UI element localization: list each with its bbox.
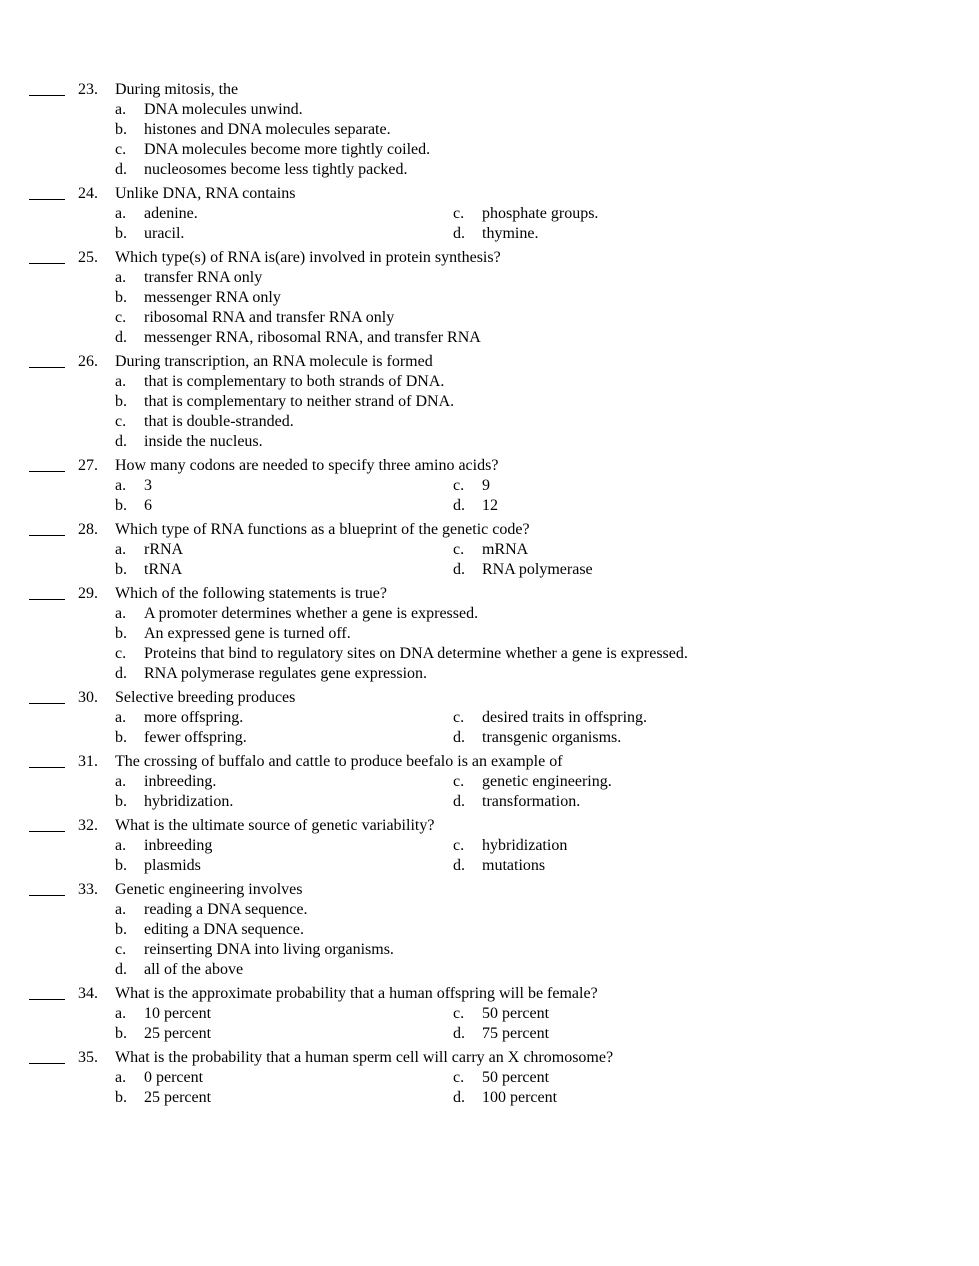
- question-line: [0, 248, 979, 268]
- option-letter: d.: [115, 161, 127, 178]
- option-letter: d.: [453, 225, 465, 242]
- option-row: [0, 100, 979, 120]
- option-text: DNA molecules become more tightly coiled.: [144, 141, 431, 158]
- option-text: fewer offspring.: [144, 729, 247, 746]
- option-letter: d.: [453, 857, 465, 874]
- option-text: A promoter determines whether a gene is expressed.: [144, 605, 479, 622]
- option-text: nucleosomes become less tightly packed.: [144, 161, 408, 178]
- answer-option: [0, 940, 979, 960]
- question-number: 34.: [78, 985, 98, 1002]
- question-stem: During transcription, an RNA molecule is formed: [115, 353, 433, 370]
- option-letter: b.: [115, 857, 127, 874]
- answer-option: [0, 624, 979, 644]
- answer-option: [0, 328, 979, 348]
- option-row: [0, 308, 979, 328]
- option-row: [0, 940, 979, 960]
- option-row: [0, 900, 979, 920]
- question-item: [0, 1048, 979, 1108]
- question-line: [0, 520, 979, 540]
- option-letter: c.: [115, 941, 127, 958]
- option-letter: d.: [115, 433, 127, 450]
- question-line: [0, 688, 979, 708]
- option-row: [0, 392, 979, 412]
- option-row: [0, 328, 979, 348]
- question-item: [0, 520, 979, 580]
- option-text: 25 percent: [144, 1025, 212, 1042]
- question-number: 25.: [78, 249, 98, 266]
- option-text: mRNA: [482, 541, 529, 558]
- question-item: [0, 984, 979, 1044]
- option-row: [0, 792, 979, 812]
- option-letter: d.: [453, 1025, 465, 1042]
- option-letter: b.: [115, 921, 127, 938]
- answer-blank[interactable]: [29, 185, 65, 200]
- option-letter: c.: [453, 773, 465, 790]
- option-text: 25 percent: [144, 1089, 212, 1106]
- option-row: [0, 204, 979, 224]
- question-line: [0, 352, 979, 372]
- option-text: 12: [482, 497, 498, 514]
- answer-option: [0, 540, 979, 560]
- answer-option: [0, 496, 979, 516]
- answer-blank[interactable]: [29, 457, 65, 472]
- question-number: 31.: [78, 753, 98, 770]
- option-row: [0, 644, 979, 664]
- question-number: 23.: [78, 81, 98, 98]
- option-letter: a.: [115, 477, 127, 494]
- option-text: hybridization.: [144, 793, 234, 810]
- option-text: RNA polymerase: [482, 561, 593, 578]
- question-number: 35.: [78, 1049, 98, 1066]
- option-row: [0, 540, 979, 560]
- answer-option: [0, 100, 979, 120]
- question-number: 32.: [78, 817, 98, 834]
- option-row: [0, 772, 979, 792]
- option-text: uracil.: [144, 225, 185, 242]
- option-row: [0, 836, 979, 856]
- question-stem: Which of the following statements is true?: [115, 585, 387, 602]
- option-row: [0, 708, 979, 728]
- question-line: [0, 984, 979, 1004]
- answer-option: [0, 1024, 979, 1044]
- question-number: 29.: [78, 585, 98, 602]
- option-row: [0, 476, 979, 496]
- option-letter: d.: [115, 329, 127, 346]
- option-row: [0, 560, 979, 580]
- option-letter: a.: [115, 901, 127, 918]
- answer-blank[interactable]: [29, 521, 65, 536]
- answer-option: [0, 920, 979, 940]
- question-line: [0, 184, 979, 204]
- question-line: [0, 456, 979, 476]
- option-row: [0, 604, 979, 624]
- option-letter: a.: [115, 605, 127, 622]
- question-stem: What is the probability that a human sperm cell will carry an X chromosome?: [115, 1049, 614, 1066]
- option-text: thymine.: [482, 225, 539, 242]
- question-line: [0, 1048, 979, 1068]
- option-text: tRNA: [144, 561, 183, 578]
- option-text: hybridization: [482, 837, 568, 854]
- option-letter: d.: [453, 561, 465, 578]
- option-row: [0, 1024, 979, 1044]
- answer-option: [0, 1004, 979, 1024]
- option-text: that is double-stranded.: [144, 413, 294, 430]
- question-line: [0, 80, 979, 100]
- answer-option: [0, 432, 979, 452]
- question-number: 28.: [78, 521, 98, 538]
- option-text: messenger RNA, ribosomal RNA, and transfer RNA: [144, 329, 481, 346]
- option-row: [0, 1088, 979, 1108]
- answer-blank[interactable]: [29, 817, 65, 832]
- question-stem: What is the ultimate source of genetic variability?: [115, 817, 435, 834]
- question-line: [0, 752, 979, 772]
- option-text: transfer RNA only: [144, 269, 263, 286]
- option-row: [0, 728, 979, 748]
- answer-option: [0, 900, 979, 920]
- option-row: [0, 120, 979, 140]
- option-text: adenine.: [144, 205, 198, 222]
- option-letter: a.: [115, 205, 127, 222]
- answer-option: [0, 560, 979, 580]
- option-text: inside the nucleus.: [144, 433, 263, 450]
- answer-option: [0, 644, 979, 664]
- question-item: [0, 80, 979, 180]
- option-letter: a.: [115, 101, 127, 118]
- option-text: 6: [144, 497, 152, 514]
- question-stem: What is the approximate probability that a human offspring will be female?: [115, 985, 598, 1002]
- option-letter: d.: [453, 1089, 465, 1106]
- option-letter: c.: [115, 141, 127, 158]
- option-letter: c.: [115, 413, 127, 430]
- question-stem: Unlike DNA, RNA contains: [115, 185, 296, 202]
- option-text: genetic engineering.: [482, 773, 612, 790]
- option-letter: b.: [115, 729, 127, 746]
- answer-option: [0, 140, 979, 160]
- answer-option: [0, 856, 979, 876]
- option-text: ribosomal RNA and transfer RNA only: [144, 309, 395, 326]
- option-letter: a.: [115, 269, 127, 286]
- option-letter: c.: [453, 1005, 465, 1022]
- question-stem: Which type of RNA functions as a blueprint of the genetic code?: [115, 521, 530, 538]
- option-letter: b.: [115, 393, 127, 410]
- option-letter: b.: [115, 121, 127, 138]
- option-row: [0, 856, 979, 876]
- answer-option: [0, 476, 979, 496]
- answer-blank[interactable]: [29, 881, 65, 896]
- option-text: 10 percent: [144, 1005, 212, 1022]
- answer-option: [0, 960, 979, 980]
- question-number: 30.: [78, 689, 98, 706]
- answer-option: [0, 160, 979, 180]
- option-text: histones and DNA molecules separate.: [144, 121, 391, 138]
- option-letter: b.: [115, 561, 127, 578]
- question-stem: The crossing of buffalo and cattle to produce beefalo is an example of: [115, 753, 563, 770]
- option-text: editing a DNA sequence.: [144, 921, 304, 938]
- option-text: 100 percent: [482, 1089, 558, 1106]
- option-text: inbreeding: [144, 837, 213, 854]
- option-text: 50 percent: [482, 1069, 550, 1086]
- option-row: [0, 920, 979, 940]
- option-letter: b.: [115, 225, 127, 242]
- option-row: [0, 432, 979, 452]
- question-number: 33.: [78, 881, 98, 898]
- answer-option: [0, 412, 979, 432]
- option-row: [0, 496, 979, 516]
- option-text: 9: [482, 477, 490, 494]
- question-item: [0, 688, 979, 748]
- option-text: plasmids: [144, 857, 201, 874]
- option-text: that is complementary to neither strand of DNA.: [144, 393, 455, 410]
- answer-option: [0, 372, 979, 392]
- answer-option: [0, 268, 979, 288]
- question-item: [0, 184, 979, 244]
- option-letter: a.: [115, 1005, 127, 1022]
- answer-option: [0, 1088, 979, 1108]
- answer-option: [0, 772, 979, 792]
- answer-blank[interactable]: [29, 81, 65, 96]
- question-line: [0, 816, 979, 836]
- option-text: desired traits in offspring.: [482, 709, 648, 726]
- option-text: transgenic organisms.: [482, 729, 622, 746]
- option-text: An expressed gene is turned off.: [144, 625, 351, 642]
- answer-option: [0, 664, 979, 684]
- option-letter: b.: [115, 625, 127, 642]
- question-number: 24.: [78, 185, 98, 202]
- option-text: RNA polymerase regulates gene expression.: [144, 665, 428, 682]
- option-row: [0, 1068, 979, 1088]
- option-letter: c.: [453, 205, 465, 222]
- option-row: [0, 288, 979, 308]
- question-stem: During mitosis, the: [115, 81, 239, 98]
- answer-blank[interactable]: [29, 689, 65, 704]
- answer-blank[interactable]: [29, 753, 65, 768]
- option-letter: d.: [453, 497, 465, 514]
- option-text: 50 percent: [482, 1005, 550, 1022]
- question-item: [0, 816, 979, 876]
- answer-option: [0, 728, 979, 748]
- question-stem: Selective breeding produces: [115, 689, 296, 706]
- option-row: [0, 140, 979, 160]
- option-text: transformation.: [482, 793, 581, 810]
- option-row: [0, 372, 979, 392]
- question-stem: Which type(s) of RNA is(are) involved in protein synthesis?: [115, 249, 501, 266]
- option-letter: c.: [453, 541, 465, 558]
- option-row: [0, 268, 979, 288]
- option-text: 0 percent: [144, 1069, 204, 1086]
- answer-blank[interactable]: [29, 985, 65, 1000]
- option-letter: c.: [453, 1069, 465, 1086]
- option-text: Proteins that bind to regulatory sites on DNA determine whether a gene is expressed.: [144, 645, 688, 662]
- option-letter: c.: [115, 645, 127, 662]
- option-text: inbreeding.: [144, 773, 217, 790]
- option-letter: c.: [453, 477, 465, 494]
- option-text: all of the above: [144, 961, 244, 978]
- question-item: [0, 456, 979, 516]
- answer-option: [0, 120, 979, 140]
- option-letter: b.: [115, 1025, 127, 1042]
- option-letter: b.: [115, 793, 127, 810]
- option-letter: a.: [115, 837, 127, 854]
- option-letter: b.: [115, 497, 127, 514]
- option-text: reinserting DNA into living organisms.: [144, 941, 394, 958]
- option-text: rRNA: [144, 541, 184, 558]
- answer-option: [0, 792, 979, 812]
- answer-blank[interactable]: [29, 249, 65, 264]
- question-stem: Genetic engineering involves: [115, 881, 303, 898]
- answer-option: [0, 604, 979, 624]
- option-letter: c.: [115, 309, 127, 326]
- option-text: messenger RNA only: [144, 289, 281, 306]
- option-row: [0, 1004, 979, 1024]
- question-number: 26.: [78, 353, 98, 370]
- option-text: 75 percent: [482, 1025, 550, 1042]
- option-letter: d.: [453, 793, 465, 810]
- question-item: [0, 352, 979, 452]
- question-sheet: [0, 80, 979, 1108]
- option-letter: d.: [115, 665, 127, 682]
- question-stem: How many codons are needed to specify three amino acids?: [115, 457, 499, 474]
- option-row: [0, 224, 979, 244]
- question-item: [0, 880, 979, 980]
- question-item: [0, 752, 979, 812]
- option-row: [0, 412, 979, 432]
- option-row: [0, 624, 979, 644]
- option-text: more offspring.: [144, 709, 244, 726]
- option-text: reading a DNA sequence.: [144, 901, 308, 918]
- option-letter: c.: [453, 709, 465, 726]
- question-item: [0, 584, 979, 684]
- answer-option: [0, 204, 979, 224]
- option-row: [0, 664, 979, 684]
- option-letter: a.: [115, 773, 127, 790]
- option-letter: a.: [115, 373, 127, 390]
- option-text: phosphate groups.: [482, 205, 599, 222]
- option-letter: a.: [115, 709, 127, 726]
- option-letter: c.: [453, 837, 465, 854]
- question-line: [0, 880, 979, 900]
- option-letter: b.: [115, 289, 127, 306]
- option-letter: a.: [115, 1069, 127, 1086]
- option-text: that is complementary to both strands of DNA.: [144, 373, 445, 390]
- answer-option: [0, 708, 979, 728]
- answer-option: [0, 836, 979, 856]
- option-text: 3: [144, 477, 152, 494]
- option-letter: a.: [115, 541, 127, 558]
- option-text: mutations: [482, 857, 546, 874]
- answer-option: [0, 308, 979, 328]
- answer-blank[interactable]: [29, 1049, 65, 1064]
- question-item: [0, 248, 979, 348]
- option-letter: b.: [115, 1089, 127, 1106]
- option-row: [0, 160, 979, 180]
- answer-option: [0, 224, 979, 244]
- question-line: [0, 584, 979, 604]
- answer-option: [0, 392, 979, 412]
- answer-blank[interactable]: [29, 353, 65, 368]
- question-number: 27.: [78, 457, 98, 474]
- option-letter: d.: [453, 729, 465, 746]
- answer-blank[interactable]: [29, 585, 65, 600]
- option-text: DNA molecules unwind.: [144, 101, 303, 118]
- answer-option: [0, 1068, 979, 1088]
- answer-option: [0, 288, 979, 308]
- option-row: [0, 960, 979, 980]
- option-letter: d.: [115, 961, 127, 978]
